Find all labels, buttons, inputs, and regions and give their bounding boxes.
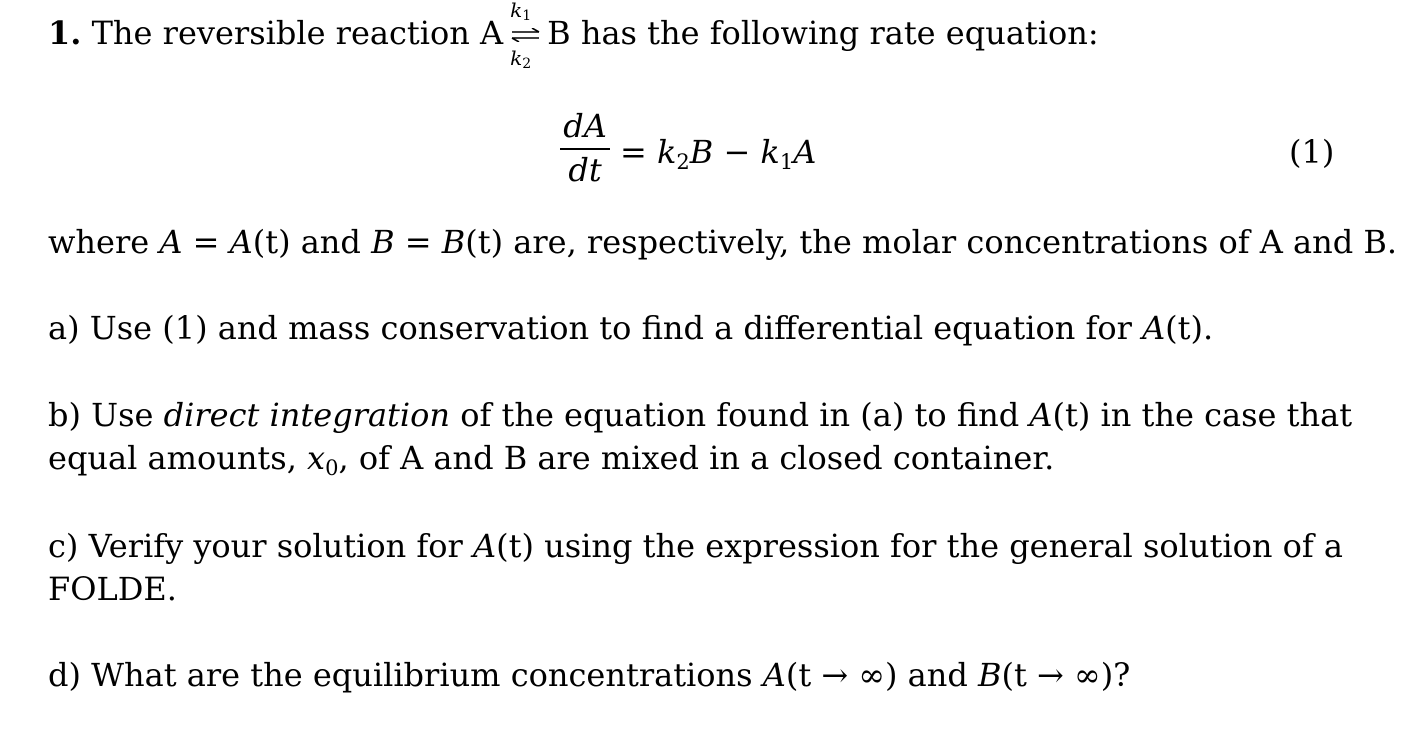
derivative-fraction xyxy=(560,108,610,188)
part-c-line-2: FOLDE. xyxy=(48,570,177,608)
equilibrium-arrows-icon xyxy=(511,28,541,42)
part-a: a) Use (1) and mass conservation to find a differential equation for A(t). xyxy=(48,309,1214,347)
rate-constant-backward: k2 xyxy=(510,46,532,72)
fraction-denominator: dt xyxy=(568,151,602,189)
rate-constant-forward: k1 xyxy=(510,0,532,24)
fraction-bar xyxy=(560,148,610,150)
intro-text-pre: The reversible reaction A xyxy=(91,14,504,52)
where-line: where A = A(t) and B = B(t) are, respectively, the molar concentrations of A and B. xyxy=(48,223,1398,261)
reversible-arrow xyxy=(503,0,547,72)
part-d: d) What are the equilibrium concentrations A(t → ∞) and B(t → ∞)? xyxy=(48,656,1131,694)
intro-text-post: B has the following rate equation: xyxy=(547,14,1099,52)
problem-intro xyxy=(48,0,1099,72)
fraction-numerator: dA xyxy=(563,107,607,145)
equation-rhs: = $k_2B - k_1A$ xyxy=(620,133,817,174)
part-b-line-1: b) Use direct integration of the equation found in (a) to find A(t) in the case that xyxy=(48,396,1353,434)
equation-number: (1) xyxy=(1289,133,1335,171)
problem-number: 1. xyxy=(48,14,82,52)
part-b-line-2: equal amounts, $x_0$, of A and B are mixed in a closed container. xyxy=(48,439,1055,480)
part-c-line-1: c) Verify your solution for A(t) using the expression for the general solution of a xyxy=(48,527,1343,565)
